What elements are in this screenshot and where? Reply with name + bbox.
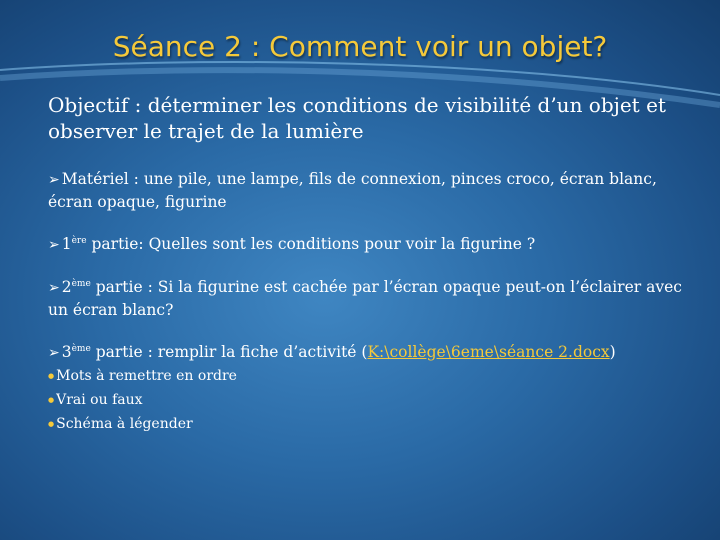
activity-file-link[interactable]: K:\collège\6eme\séance 2.docx <box>367 343 610 361</box>
dot-bullet-icon: ● <box>48 420 55 428</box>
partie-2-text: partie : Si la figurine est cachée par l’écran opaque peut-on l’éclairer avec un écran blanc? <box>48 278 682 319</box>
objective-text: Objectif : déterminer les conditions de visibilité d’un objet et observer le trajet de la lumière <box>48 93 666 143</box>
partie-1-number: 1 <box>61 235 72 253</box>
slide-title: Séance 2 : Comment voir un objet? <box>112 30 608 63</box>
sub-item-schema <box>48 412 688 436</box>
slide-body <box>48 92 688 436</box>
materiel-text: Matériel : une pile, une lampe, fils de connexion, pinces croco, écran blanc, écran opaque, figurine <box>48 170 657 211</box>
partie-1-text: partie: Quelles sont les conditions pour voir la figurine ? <box>86 235 536 253</box>
partie-3-after: ) <box>609 343 616 361</box>
list-item-partie-3 <box>48 341 688 364</box>
arrow-bullet-icon: ➢ <box>48 280 60 296</box>
sub-item-mots-text: Mots à remettre en ordre <box>56 368 237 384</box>
arrow-bullet-icon: ➢ <box>48 172 60 188</box>
partie-2-number: 2 <box>61 278 72 296</box>
partie-1-sup: ère <box>71 235 87 246</box>
partie-2-sup: ème <box>71 278 91 289</box>
arrow-bullet-icon: ➢ <box>48 345 60 361</box>
list-item-partie-2 <box>48 276 688 321</box>
sub-item-vrai-faux-text: Vrai ou faux <box>56 392 143 408</box>
dot-bullet-icon: ● <box>48 396 55 404</box>
list-item-materiel <box>48 168 688 213</box>
partie-3-text: partie : remplir la fiche d’activité ( <box>90 343 368 361</box>
sub-item-mots <box>48 364 688 388</box>
list-item-partie-1 <box>48 233 688 256</box>
partie-3-number: 3 <box>61 343 72 361</box>
arrow-bullet-icon: ➢ <box>48 237 60 253</box>
dot-bullet-icon: ● <box>48 372 55 380</box>
partie-3-sup: ème <box>71 343 91 354</box>
sub-item-schema-text: Schéma à légender <box>56 416 193 432</box>
sub-item-vrai-faux <box>48 388 688 412</box>
